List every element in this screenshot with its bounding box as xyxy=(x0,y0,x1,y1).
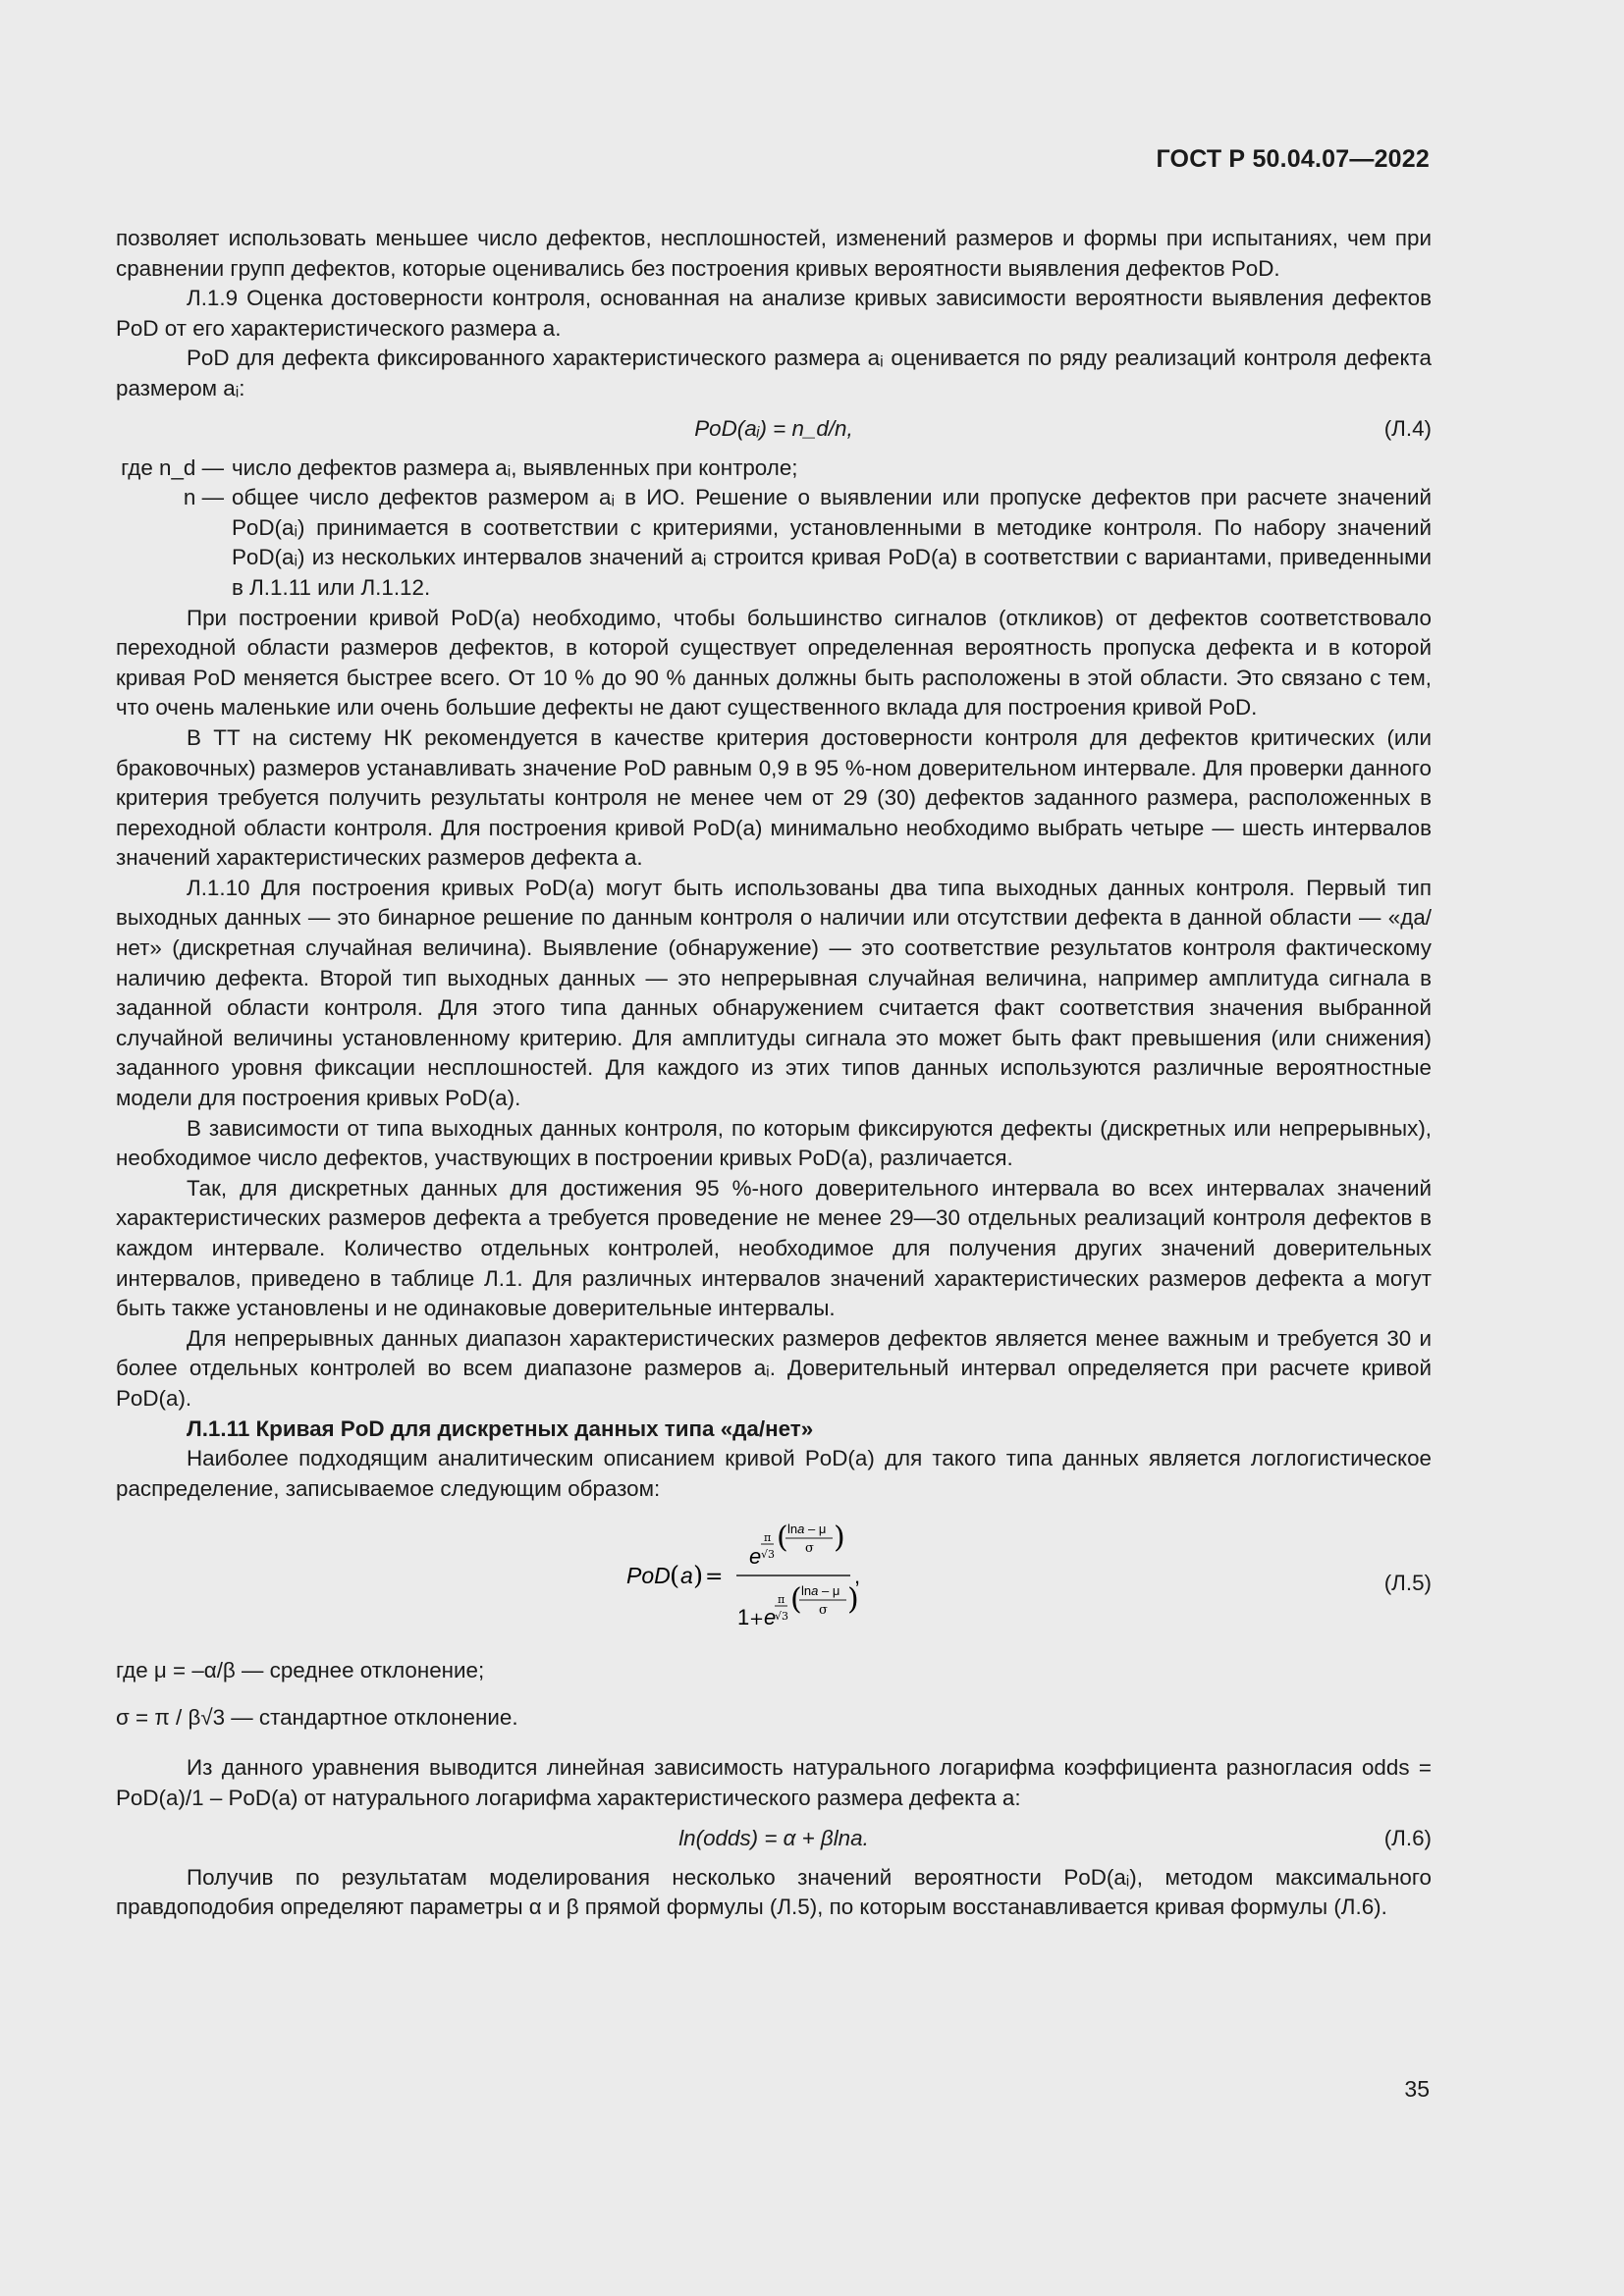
where-mu-row: где μ = –α/β — среднее отклонение; xyxy=(116,1658,485,1683)
where-list-2 xyxy=(116,1647,1432,1741)
formula-text: e xyxy=(749,1544,762,1570)
formula-text: ( xyxy=(670,1562,680,1592)
formula-l5-number: (Л.5) xyxy=(1383,1571,1432,1596)
where-term: где n_d — xyxy=(121,454,224,480)
formula-text: ) xyxy=(847,1582,859,1618)
formula-text: PoD xyxy=(626,1563,671,1589)
formula-l6-expression: ln(odds) = α + βlna. xyxy=(678,1825,869,1850)
formula-text: π xyxy=(778,1593,785,1607)
formula-l5 xyxy=(116,1510,1432,1637)
paragraph: PoD для дефекта фиксированного характеристического размера aᵢ оценивается по ряду реализаций контроля дефекта размером aᵢ: xyxy=(116,346,1432,400)
formula-text: + xyxy=(749,1609,765,1630)
formula-text: √3 xyxy=(775,1610,789,1624)
where-sigma-row: σ = π / β√3 — стандартное отклонение. xyxy=(116,1705,518,1731)
page-number: 35 xyxy=(1404,2076,1430,2102)
paragraph: Так, для дискретных данных для достижения 95 %-ного доверительного интервала во всех интервалах значений характеристических размеров дефекта a требуется проведение не менее 29—30 отдельных реализаций контроля дефектов в каждом интервале. Количество отдельных контролей, необходимое для получения других значений доверительных интервалов, приведено в таблице Л.1. Для различных интервалов значений характеристических размеров дефекта a могут быть также установлены и не одинаковые доверительные интервалы. xyxy=(116,1175,1432,1321)
formula-text: σ xyxy=(805,1541,814,1557)
formula-text: lna – μ xyxy=(801,1583,840,1599)
paragraph: При построении кривой PoD(a) необходимо, чтобы большинство сигналов (откликов) от дефектов соответствовало переходной области размеров дефектов, в которой существует определенная вероятность пропуска дефекта и в которой кривая PoD меняется быстрее всего. От 10 % до 90 % данных должны быть расположены в этой области. Это связано с тем, что очень маленькие или очень большие дефекты не дают существенного вклада для построения кривой PoD. xyxy=(116,605,1432,721)
paragraph: Наиболее подходящим аналитическим описанием кривой PoD(a) для такого типа данных является логлогистическое распределение, записываемое следующим образом: xyxy=(116,1446,1432,1501)
paragraph: В ТТ на систему НК рекомендуется в качестве критерия достоверности контроля для дефектов критических (или браковочных) размеров устанавливать значение PoD равным 0,9 в 95 %-ном доверительном интервале. Для проверки данного критерия требуется получить результаты контроля не менее чем от 29 (30) дефектов заданного размера, расположенных в переходной области контроля. Для построения кривой PoD(a) минимально необходимо выбрать четыре — шесть интервалов значений характеристических размеров дефекта a. xyxy=(116,724,1432,871)
formula-text: a xyxy=(680,1563,693,1589)
formula-text: σ xyxy=(819,1603,828,1619)
document-header: ГОСТ Р 50.04.07—2022 xyxy=(1156,145,1430,173)
paragraph-section-l19: Л.1.9 Оценка достоверности контроля, основанная на анализе кривых зависимости вероятности выявления дефектов PoD от его характеристического размера a. xyxy=(116,286,1432,341)
formula-text: ( xyxy=(790,1582,802,1618)
paragraph: Получив по результатам моделирования несколько значений вероятности PoD(aᵢ), методом максимального правдоподобия определяют параметры α и β прямой формулы (Л.5), по которым восстанавливается кривая формулы (Л.6). xyxy=(116,1864,1432,1920)
paragraph: позволяет использовать меньшее число дефектов, несплошностей, изменений размеров и формы при испытаниях, чем при сравнении групп дефектов, которые оценивались без построения кривых вероятности выявления дефектов PoD. xyxy=(116,226,1432,281)
paragraph: Для непрерывных данных диапазон характеристических размеров дефектов является менее важным и требуется 30 и более отдельных контролей во всем диапазоне размеров aᵢ. Доверительный интервал определяется при расчете кривой PoD(a). xyxy=(116,1325,1432,1411)
formula-text: ) xyxy=(693,1562,704,1592)
paragraph: Из данного уравнения выводится линейная зависимость натурального логарифма коэффициента разногласия odds = PoD(a)/1 – PoD(a) от натурального логарифма характеристического размера дефекта a: xyxy=(116,1755,1432,1810)
formula-l4-expression: PoD(aᵢ) = n_d/n, xyxy=(694,415,853,441)
where-term: n — xyxy=(183,485,224,510)
formula-l6-number: (Л.6) xyxy=(1383,1825,1432,1850)
formula-text: ) xyxy=(834,1521,845,1556)
formula-l4 xyxy=(116,410,1432,450)
where-definition: число дефектов размера aᵢ, выявленных при контроле; xyxy=(232,454,798,480)
paragraph: В зависимости от типа выходных данных контроля, по которым фиксируются дефекты (дискретных или непрерывных), необходимое число дефектов, участвующих в построении кривых PoD(a), различается. xyxy=(116,1115,1432,1171)
formula-text: ( xyxy=(777,1521,788,1556)
formula-text: , xyxy=(854,1564,861,1589)
formula-text: lna – μ xyxy=(787,1522,827,1537)
formula-text: 1 xyxy=(737,1605,750,1630)
formula-text: = xyxy=(705,1565,724,1590)
formula-l6 xyxy=(116,1820,1432,1859)
paragraph-section-l110: Л.1.10 Для построения кривых PoD(a) могут быть использованы два типа выходных данных контроля. Первый тип выходных данных — это бинарное решение по данным контроля о наличии или отсутствии дефекта в данной области — «да/нет» (дискретная случайная величина). Выявление (обнаружение) — это соответствие результатов контроля фактическому наличию дефекта. Второй тип выходных данных — это непрерывная случайная величина, например амплитуда сигнала в заданной области контроля. Для этого типа данных обнаружением считается факт соответствия значения выбранной случайной величины установленному критерию. Для амплитуды сигнала это может быть факт превышения (или снижения) заданного уровня фиксации несплошностей. Для каждого из этих типов данных используются различные вероятностные модели для построения кривых PoD(a). xyxy=(116,875,1432,1111)
section-heading-l111: Л.1.11 Кривая PoD для дискретных данных типа «да/нет» xyxy=(187,1415,814,1441)
formula-text: √3 xyxy=(761,1548,776,1562)
where-definition: общее число дефектов размером aᵢ в ИО. Решение о выявлении или пропуске дефектов при расчете значений PoD(aᵢ) принимается в соответствии с критериями, установленными в методике контроля. По набору значений PoD(aᵢ) из нескольких интервалов значений aᵢ строится кривая PoD(a) в соответствии с вариантами, приведенными в Л.1.11 или Л.1.12. xyxy=(232,485,1432,600)
formula-l4-number: (Л.4) xyxy=(1383,415,1432,441)
where-list xyxy=(116,454,1432,604)
formula-text: π xyxy=(764,1531,772,1545)
formula-text: e xyxy=(764,1605,777,1630)
document-body xyxy=(116,224,1432,1923)
formula-l5-graphic xyxy=(626,1510,1039,1637)
